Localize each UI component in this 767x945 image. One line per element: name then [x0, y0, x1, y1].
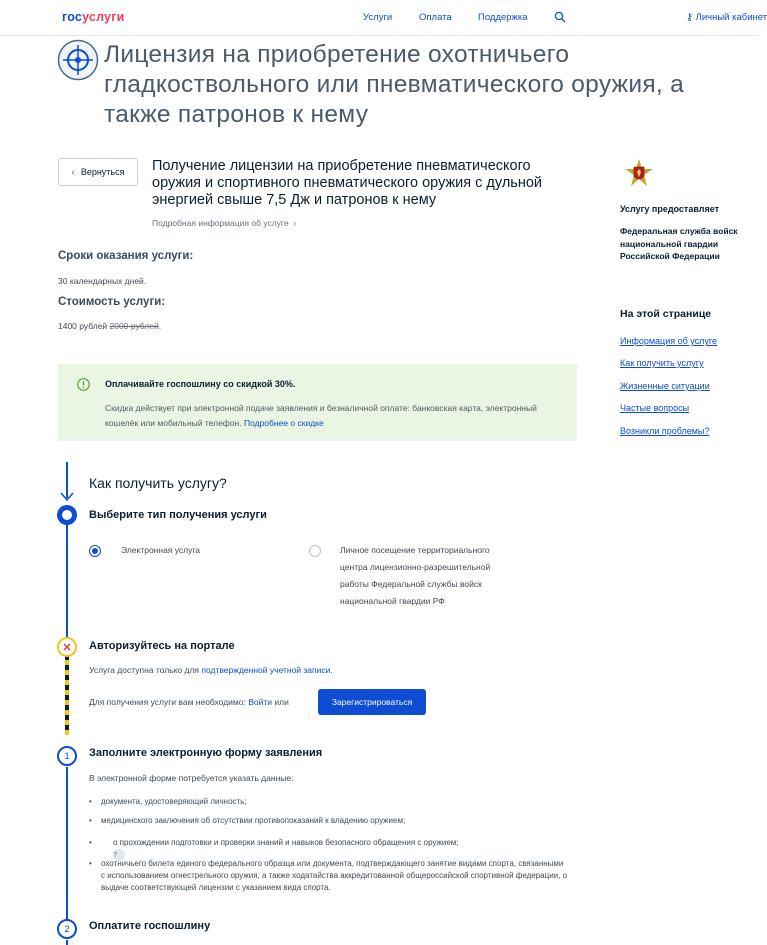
step-auth-marker	[57, 637, 77, 657]
step-1-marker: 1	[57, 746, 77, 766]
discount-text	[105, 401, 555, 431]
close-icon	[59, 639, 75, 655]
link-faq[interactable]: Частые вопросы	[620, 403, 690, 413]
auth-note	[89, 665, 333, 675]
timeline-line-step2	[66, 767, 68, 920]
cost-old: 2000 рублей	[109, 321, 159, 331]
rosgvardia-emblem	[623, 158, 655, 190]
need-text: Для получения услуги вам необходимо:	[89, 697, 246, 707]
provider-label: Услугу предоставляет	[620, 204, 720, 214]
step-current-marker	[57, 505, 77, 525]
arrow-down-icon	[60, 488, 74, 502]
cabinet-label: Личный кабинет	[695, 12, 767, 23]
back-button[interactable]	[58, 158, 138, 186]
cost-new: 1400 рублей	[58, 321, 108, 331]
logo-text-gos: гос	[62, 10, 83, 24]
bullet-text: • охотничьего билета единого федерального образца или документа, подтверждающего занятие видами спорта, связанными с использованием огнестрельного оружия, а также ходатайства аккредитованной общероссийской спортивной федерации, о выдаче соответствующей лицензии с указанием вида спорта.	[101, 859, 568, 892]
target-icon	[57, 39, 99, 81]
link-service-info[interactable]: Информация об услуге	[620, 336, 718, 346]
key-icon: ⚷	[686, 12, 693, 23]
register-button[interactable]: Зарегистрироваться	[318, 689, 426, 715]
bullet-item	[89, 796, 569, 808]
timeline-line-step3	[66, 940, 68, 945]
bullet-text: • документа, удостоверяющий личность;	[101, 797, 247, 806]
service-title: Получение лицензии на приобретение пневматического оружия и спортивного пневматического оружия с дульной энергией свыше 7,5 Дж и патронов к нему	[152, 158, 543, 208]
logo-text-uslugi: услуги	[82, 10, 125, 24]
auth-action-line	[89, 697, 289, 707]
step-auth-title: Авторизуйтесь на портале	[89, 640, 235, 652]
how-to-get-title: Как получить услугу?	[89, 475, 227, 491]
nav-services[interactable]: Услуги	[363, 12, 393, 23]
link-life-situations[interactable]: Жизненные ситуации	[620, 381, 710, 391]
cost-value	[58, 321, 161, 331]
search-icon[interactable]	[554, 11, 566, 23]
provider-name: Федеральная служба войск национальной гвардии Российской Федерации	[620, 226, 738, 261]
cost-dot: .	[158, 321, 162, 331]
term-label: Сроки оказания услуги:	[58, 250, 194, 262]
bullet-text: • медицинского заключения об отсутствии противопоказаний к владению оружием;	[101, 816, 406, 825]
discount-title: Оплачивайте госпошлину со скидкой 30%.	[105, 379, 296, 389]
timeline-line-auth	[65, 655, 69, 735]
gosuslugi-logo[interactable]	[62, 10, 125, 24]
link-how-to-get[interactable]: Как получить услугу	[620, 358, 704, 368]
on-this-page-label: На этой странице	[620, 308, 712, 320]
discount-description: Скидка действует при электронной подаче заявления и безналичной оплате: банковская карта, электронный кошелёк или мобильный телефон.	[105, 403, 537, 428]
more-info-label: Подробная информация об услуге	[152, 218, 289, 228]
nav-support[interactable]: Поддержка	[478, 12, 528, 23]
radio-personal-visit[interactable]	[309, 545, 321, 557]
bullet-item	[89, 815, 569, 827]
info-icon	[77, 378, 90, 391]
chevron-right-icon: ›	[290, 218, 297, 228]
form-intro: В электронной форме потребуется указать данные:	[89, 773, 294, 783]
service-more-info-link[interactable]	[152, 218, 296, 228]
radio-electronic[interactable]	[89, 545, 101, 557]
cost-label: Стоимость услуги:	[58, 296, 166, 308]
verified-account-link[interactable]: подтвержденной учетной записи.	[201, 665, 333, 675]
discount-info-box	[58, 364, 577, 441]
login-link[interactable]: Войти	[248, 697, 273, 707]
step-2-marker: 2	[57, 919, 77, 939]
personal-cabinet-link[interactable]	[686, 12, 767, 23]
bullet-item	[89, 858, 569, 894]
auth-note-text: Услуга доступна только для	[89, 665, 200, 675]
step-form-title: Заполните электронную форму заявления	[89, 747, 323, 759]
radio-electronic-label[interactable]: Электронная услуга	[121, 545, 201, 555]
bullet-text: • о прохождении подготовки и проверки знаний и навыков безопасного обращения с оружием;	[113, 838, 459, 847]
link-problems[interactable]: Возникли проблемы?	[620, 426, 710, 436]
step-pay-title: Оплатите госпошлину	[89, 920, 211, 932]
radio-personal-visit-label[interactable]: Личное посещение территориального центра лицензионно-разрешительной работы Федеральной службы войск национальной гвардии РФ	[340, 545, 491, 606]
step-choose-type-title: Выберите тип получения услуги	[89, 509, 267, 521]
or-text: или	[274, 697, 289, 707]
nav-payment[interactable]: Оплата	[419, 12, 452, 23]
site-header	[0, 0, 767, 36]
term-value: 30 календарных дней.	[58, 276, 147, 286]
help-icon[interactable]: ?	[113, 849, 125, 861]
chevron-left-icon: ‹	[71, 166, 75, 178]
timeline-line-step1	[66, 525, 68, 637]
back-button-label: Вернуться	[80, 167, 125, 177]
page-title: Лицензия на приобретение охотничьего гладкоствольного или пневматического оружия, а также патронов к нему	[104, 41, 685, 128]
discount-details-link[interactable]: Подробнее о скидке	[243, 418, 324, 428]
